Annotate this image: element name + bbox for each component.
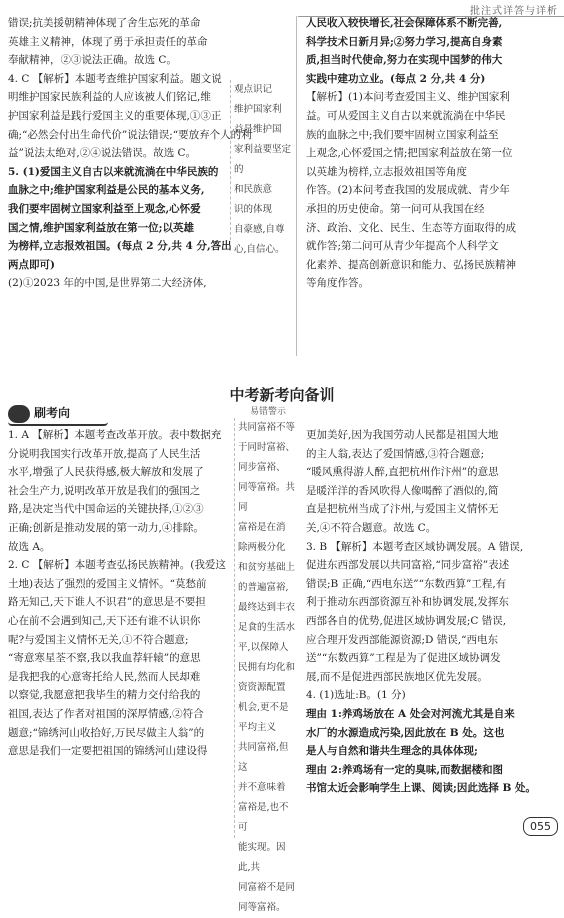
text-line: 错误;抗美援朝精神体现了舍生忘死的革命 <box>8 17 201 29</box>
sidebar-line: 富裕是,也不可 <box>238 802 289 833</box>
text-line: 国之情,维护国家利益放在第一位;以英雄 <box>8 221 195 234</box>
text-line: 错误;B 正确,“西电东送”“东数西算”工程,有 <box>306 577 507 590</box>
section-title: 中考新考向备训 <box>229 386 335 404</box>
text-line: 为榜样,立志报效祖国。(每点 2 分,共 4 分,答出 <box>8 240 232 253</box>
text-line: “寄意寒星荃不察,我以我血荐轩辕”的意思 <box>8 652 201 665</box>
text-line: 2. C 【解析】本题考查弘扬民族精神。(我爱这 <box>8 559 226 572</box>
sidebar-line: 足食的生活水 <box>238 622 296 633</box>
sidebar-line: 共同富裕不等 <box>238 422 296 433</box>
text-line: 奉献精神，②③说法正确。故选 C。 <box>8 54 177 67</box>
text-line: 益。可从爱国主义自古以来就流淌在中华民 <box>306 109 506 122</box>
text-line: 济、政治、文化、民生、生态等方面取得的成 <box>306 221 516 234</box>
text-line: 5. (1)爱国主义自古以来就流淌在中华民族的 <box>8 165 219 178</box>
text-line: 题意;“锦绣河山收拾好,万民尽做主人翁”的 <box>8 726 205 739</box>
text-line: 利于推动东西部资源互补和协调发展,发挥东 <box>306 596 509 609</box>
text-line: 是我把我的心意寄托给人民,然而人民却难 <box>8 670 201 683</box>
text-line: 人民收入较快增长,社会保障体系不断完善, <box>306 17 503 29</box>
sidebar-line: 资资源配置 <box>238 682 286 693</box>
text-line: 3. B 【解析】本题考查区域协调发展。A 错误, <box>306 540 524 553</box>
column-divider <box>296 16 297 356</box>
sidebar-note-2 <box>234 418 296 913</box>
text-line: 路无知己,天下谁人不识君”的意思是不要担 <box>8 596 206 609</box>
text-line: 理由 2:养鸡场有一定的臭味,而数据楼和图 <box>306 763 503 776</box>
text-line: 呢?与爱国主义情怀无关,①不符合题意; <box>8 633 189 646</box>
text-line: 社会生产力,说明改革开放是我们的强国之 <box>8 484 201 497</box>
sidebar-line: 平均主义 <box>238 722 277 733</box>
sidebar-note-1 <box>230 80 292 255</box>
text-line: 水平,增强了人民获得感,极大解放和发展了 <box>8 466 204 479</box>
sidebar-line: 同等富裕。共同 <box>238 482 296 513</box>
text-line: 1. A 【解析】本题考查改革开放。表中数据充 <box>8 429 222 441</box>
sidebar-line: 富裕是在消 <box>238 522 286 533</box>
text-line: “暖风熏得游人醉,直把杭州作汴州”的意思 <box>306 466 499 479</box>
text-line: 西部各自的优势,促进区域协调发展;C 错误, <box>306 614 507 627</box>
sidebar-line: 机会,更不是 <box>238 702 289 713</box>
text-line: 我们要牢固树立国家利益至上观念,心怀爱 <box>8 202 201 215</box>
text-line: 意思是我们一定要把祖国的锦绣河山建设得 <box>8 745 208 758</box>
text-line: 4. C 【解析】本题考查维护国家利益。题文说 <box>8 72 222 85</box>
sidebar-line: 最终达到丰衣 <box>238 602 296 613</box>
text-line: 英雄主义精神，体现了勇于承担责任的革命 <box>8 35 208 48</box>
text-line: 祖国,表达了作者对祖国的深厚情感,②符合 <box>8 707 204 720</box>
brush-icon <box>8 405 30 423</box>
text-line: 分说明我国实行改革开放,提高了人民生活 <box>8 447 201 460</box>
sidebar-line: 同富裕不是同 <box>238 882 296 893</box>
sidebar-line: 观点识记 <box>234 84 273 95</box>
text-line: 族的血脉之中;我们要牢固树立国家利益至 <box>306 128 499 141</box>
text-line: (2)①2023 年的中国,是世界第二大经济体, <box>8 277 207 290</box>
text-line: 土地)表达了强烈的爱国主义情怀。“莫愁前 <box>8 577 207 590</box>
text-line: 更加美好,因为我国劳动人民都是祖国大地 <box>306 429 499 441</box>
text-line: 血脉之中;维护国家利益是公民的基本义务, <box>8 184 205 197</box>
text-line: 护国家利益是践行爱国主义的重要体现,①③正 <box>8 109 222 122</box>
sidebar-line: 能实现。因此,共 <box>238 842 286 873</box>
running-header: 批注式详答与详析 <box>470 6 558 17</box>
text-line: 心在前不会遇到知己,天下还有谁不认识你 <box>8 614 201 627</box>
sidebar-line: 识的体现 <box>234 204 273 215</box>
text-line: 直是把杭州当成了汴州,与爱国主义情怀无 <box>306 503 499 516</box>
sidebar-line: 除两极分化 <box>238 542 286 553</box>
page-number: 055 <box>523 817 558 836</box>
sidebar-line: 心,自信心。 <box>234 244 285 255</box>
text-line: 是暖洋洋的香风吹得人像喝醉了酒似的,简 <box>306 484 499 497</box>
aside-label: 易错警示 <box>250 407 287 417</box>
text-line: 【解析】(1)本问考查爱国主义、维护国家利 <box>306 91 510 104</box>
right-top-column <box>306 14 556 293</box>
text-line: 明维护国家民族利益的人应该被人们铭记,维 <box>8 91 211 104</box>
text-line: 4. (1)选址:B。(1 分) <box>306 689 406 702</box>
sidebar-line: 平,以保障人 <box>238 642 289 653</box>
right-bottom-column <box>306 426 556 798</box>
text-line: 展,而不是促进西部民族地区优先发展。 <box>306 670 488 683</box>
text-line: 实践中建功立业。(每点 2 分,共 4 分) <box>306 72 486 85</box>
sidebar-line: 和民族意 <box>234 184 273 195</box>
text-line: 书馆太近会影响学生上课、阅读;因此选择 B 处。 <box>306 782 537 795</box>
text-line: 关,④不符合题意。故选 C。 <box>306 521 437 534</box>
sidebar-line: 和贫穷基础上 <box>238 562 296 573</box>
text-line: 以察觉,我愿意把我毕生的精力交付给我的 <box>8 689 201 702</box>
text-line: 两点即可) <box>8 258 55 271</box>
text-line: 送”“东数西算”工程是为了促进区域协调发 <box>306 652 501 665</box>
text-line: 确;“必然会付出生命代价”说法错误;“要放弃个人的利 <box>8 128 252 141</box>
text-line: 作答。(2)本问考查我国的发展成就、青少年 <box>306 184 510 197</box>
sidebar-line: 民拥有均化和 <box>238 662 296 673</box>
text-line: 以英雄为榜样,立志报效祖国等角度 <box>306 165 467 178</box>
text-line: 就作答;第二问可从青少年提高个人科学文 <box>306 240 499 253</box>
text-line: 科学技术日新月异;②努力学习,提高自身素 <box>306 35 503 48</box>
sidebar-line: 自豪感,自尊 <box>234 224 285 235</box>
sidebar-line: 并不意味着 <box>238 782 286 793</box>
sidebar-line: 的普遍富裕, <box>238 582 289 593</box>
sidebar-line: 益是维护国 <box>234 124 282 135</box>
section-tag <box>8 404 108 426</box>
sidebar-line: 于同时富裕、 <box>238 442 296 453</box>
text-line: 承担的历史使命。第一问可从我国在经 <box>306 202 485 215</box>
text-line: 等角度作答。 <box>306 277 369 290</box>
text-line: 的主人翁,表达了爱国情感,③符合题意; <box>306 447 485 460</box>
sidebar-line: 同等富裕。 <box>238 902 286 913</box>
sidebar-line: 维护国家利 <box>234 104 282 115</box>
sidebar-line: 家利益要坚定的 <box>234 144 292 175</box>
text-line: 理由 1:养鸡场放在 A 处会对河流尤其是自来 <box>306 707 515 720</box>
sidebar-line: 同步富裕、 <box>238 462 286 473</box>
text-line: 是人与自然和谐共生理念的具体体现; <box>306 745 478 758</box>
text-line: 质,担当时代使命,努力在实现中国梦的伟大 <box>306 54 503 67</box>
tag-label: 刷考向 <box>34 406 71 420</box>
text-line: 上观念,心怀爱国之情;把国家利益放在第一位 <box>306 147 513 160</box>
text-line: 应合理开发西部能源资源;D 错误,“西电东 <box>306 633 498 646</box>
text-line: 益”说法太绝对,②④说法错误。故选 C。 <box>8 147 197 160</box>
text-line: 路,是决定当代中国命运的关键抉择,①②③ <box>8 503 204 516</box>
text-line: 故选 A。 <box>8 540 51 553</box>
sidebar-line: 共同富裕,但这 <box>238 742 289 773</box>
text-line: 水厂的水源造成污染,因此放在 B 处。这也 <box>306 726 505 739</box>
text-line: 化素养、提高创新意识和能力、弘扬民族精神 <box>306 258 516 271</box>
text-line: 正确;创新是推动发展的第一动力,④排除。 <box>8 521 204 534</box>
text-line: 促进东西部发展以共同富裕,“同步富裕”表述 <box>306 559 510 572</box>
